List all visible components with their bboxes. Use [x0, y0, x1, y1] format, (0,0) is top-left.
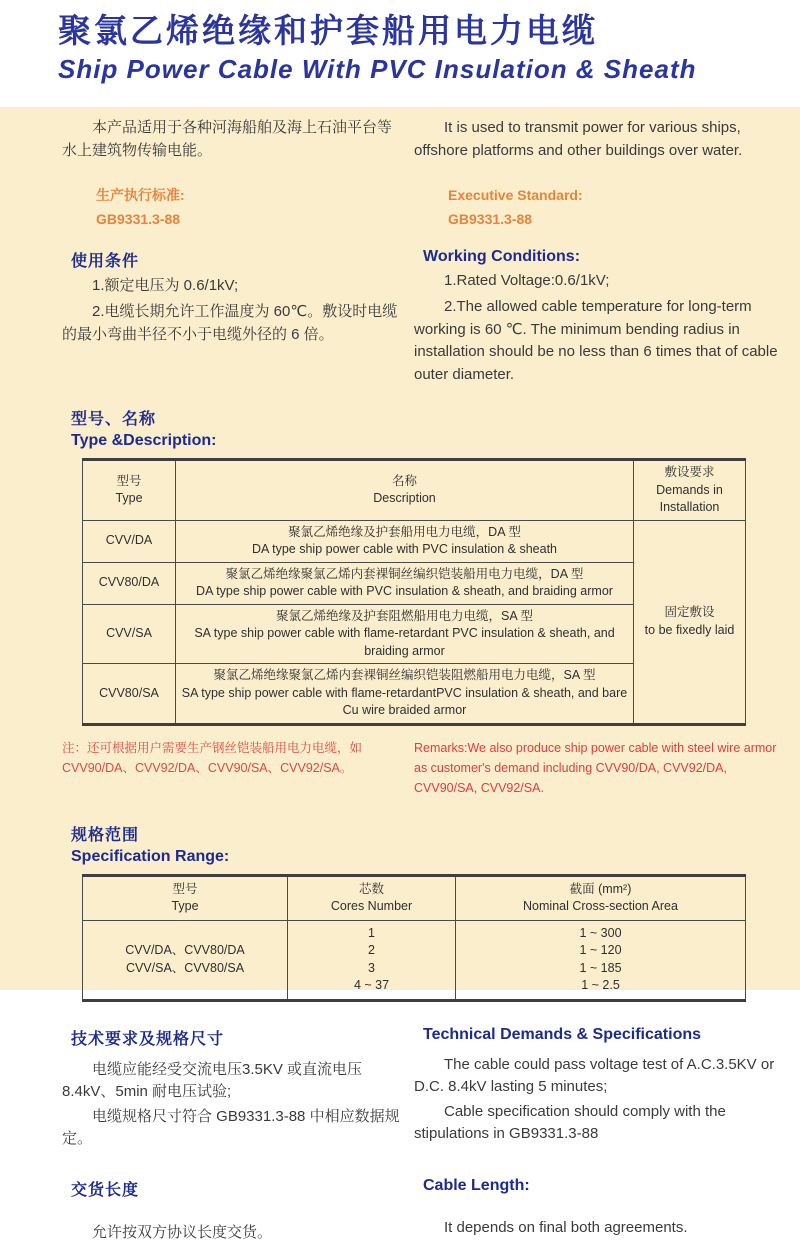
technical-heading-en: Technical Demands & Specifications	[423, 1025, 702, 1043]
spec-col-type-zh: 型号	[172, 881, 198, 896]
area-value: 1 ~ 185	[579, 960, 622, 975]
page-title-english: Ship Power Cable With PVC Insulation & Sheath	[58, 53, 697, 84]
cores-value: 2	[368, 943, 375, 958]
conditions-chinese-column	[62, 248, 400, 387]
type-cell: CVV80/SA	[83, 664, 176, 725]
technical-line1-zh: 电缆应能经受交流电压3.5KV 或直流电压8.4kV、5min 耐电压试验;	[62, 1060, 363, 1101]
page-title-chinese: 聚氯乙烯绝缘和护套船用电力电缆	[58, 12, 598, 49]
delivery-chinese-column	[62, 1177, 400, 1244]
standard-block-zh	[96, 184, 400, 232]
standard-value-zh: GB9331.3-88	[96, 210, 181, 227]
column-header-demand-zh: 敷设要求	[664, 465, 715, 480]
table-row	[83, 920, 746, 1000]
intro-paragraph-zh: 本产品适用于各种河海船舶及海上石油平台等水上建筑物传输电能。	[62, 119, 393, 159]
spec-col-cores-zh: 芯数	[358, 881, 384, 896]
demands-zh: 固定敷设	[664, 605, 715, 620]
description-cell	[176, 604, 634, 664]
intro-english-column	[414, 117, 792, 232]
spec-type-line: CVV/DA、CVV80/DA	[125, 943, 245, 958]
type-heading-zh: 型号、名称	[71, 411, 157, 429]
standard-label-en: Executive Standard:	[448, 187, 583, 203]
technical-chinese-column	[62, 1026, 400, 1151]
column-header-cores	[288, 875, 456, 920]
intro-chinese-column	[62, 117, 400, 232]
delivery-text-zh: 允许按双方协议长度交货。	[92, 1223, 273, 1241]
description-en: SA type ship power cable with flame-retardantPVC insulation & sheath, and bare Cu wire braided armor	[181, 685, 628, 718]
technical-line2-zh: 电缆规格尺寸符合 GB9331.3-88 中相应数据规定。	[62, 1107, 400, 1148]
column-header-type-en: Type	[115, 491, 143, 506]
delivery-text-en: It depends on final both agreements.	[444, 1218, 688, 1236]
spec-type-line: CVV/SA、CVV80/SA	[125, 960, 245, 975]
working-conditions-section	[62, 248, 790, 387]
page-body	[0, 107, 800, 1241]
delivery-heading-zh: 交货长度	[71, 1181, 140, 1199]
demands-cell	[634, 520, 746, 724]
spec-cores-cell	[288, 920, 456, 1000]
conditions-line1-zh: 1.额定电压为 0.6/1kV;	[92, 276, 239, 294]
spec-type-cell	[83, 920, 288, 1000]
technical-line1-en: The cable could pass voltage test of A.C.3.5KV or D.C. 8.4kV lasting 5 minutes;	[414, 1055, 775, 1096]
spec-heading-zh: 规格范围	[71, 826, 140, 844]
area-value: 1 ~ 120	[579, 943, 622, 958]
conditions-english-column	[414, 248, 792, 387]
spec-col-area-zh: 截面 (mm²)	[569, 881, 632, 896]
type-description-heading	[62, 406, 790, 450]
column-header-type	[83, 460, 176, 521]
cores-value: 4 ~ 37	[353, 978, 390, 993]
intro-paragraph-en: It is used to transmit power for various ships, offshore platforms and other buildings over water.	[414, 119, 743, 159]
note-chinese: 注：还可根据用户需要生产钢丝铠装船用电力电缆，如 CVV90/DA、CVV92/DA、CVV90/SA、CVV92/SA。	[62, 740, 363, 775]
conditions-line1-en: 1.Rated Voltage:0.6/1kV;	[444, 271, 610, 289]
description-cell	[176, 562, 634, 604]
column-header-demand-en: Demands in Installation	[656, 482, 723, 515]
specification-table	[82, 874, 746, 1002]
table-row	[83, 520, 746, 562]
conditions-line2-en: 2.The allowed cable temperature for long-term working is 60 ℃. The minimum bending radius in installation should be no less than 6 times that of cable outer diameter.	[414, 298, 778, 383]
conditions-heading-en: Working Conditions:	[423, 247, 581, 265]
type-cell: CVV/SA	[83, 604, 176, 664]
technical-section	[62, 1026, 790, 1151]
column-header-desc-zh: 名称	[391, 473, 417, 488]
description-en: DA type ship power cable with PVC insulation & sheath, and braiding armor	[196, 584, 613, 599]
description-cell	[176, 520, 634, 562]
standard-label-zh: 生产执行标准:	[96, 187, 185, 203]
table-header-row	[83, 875, 746, 920]
spec-col-cores-en: Cores Number	[330, 899, 413, 914]
description-cell	[176, 664, 634, 725]
type-heading-en: Type &Description:	[71, 432, 217, 450]
type-cell: CVV/DA	[83, 520, 176, 562]
page-header	[0, 0, 800, 107]
column-header-description	[176, 460, 634, 521]
cores-value: 1	[368, 925, 375, 940]
spec-col-area-en: Nominal Cross-section Area	[523, 899, 678, 914]
standard-value-en: GB9331.3-88	[448, 210, 533, 227]
description-en: DA type ship power cable with PVC insulation & sheath	[251, 542, 558, 557]
column-header-type-zh: 型号	[116, 473, 142, 488]
spec-col-type-en: Type	[171, 899, 199, 914]
specification-heading	[62, 822, 790, 866]
intro-section	[62, 117, 790, 232]
column-header-area	[456, 875, 746, 920]
area-value: 1 ~ 2.5	[581, 978, 620, 993]
column-header-desc-en: Description	[373, 491, 436, 506]
notes-section	[62, 738, 790, 798]
type-description-table	[82, 458, 746, 726]
delivery-section	[62, 1177, 790, 1244]
type-cell: CVV80/DA	[83, 562, 176, 604]
description-zh: 聚氯乙烯绝缘及护套阻燃船用电力电缆，SA 型	[276, 608, 533, 623]
description-zh: 聚氯乙烯绝缘及护套船用电力电缆，DA 型	[288, 524, 521, 539]
technical-line2-en: Cable specification should comply with the stipulations in GB9331.3-88	[414, 1102, 726, 1143]
area-value: 1 ~ 300	[579, 925, 622, 940]
conditions-line2-zh: 2.电缆长期允许工作温度为 60℃。敷设时电缆的最小弯曲半径不小于电缆外径的 6 倍。	[62, 303, 398, 343]
demands-en: to be fixedly laid	[644, 622, 735, 637]
description-en: SA type ship power cable with flame-retardant PVC insulation & sheath, and braiding armor	[194, 626, 615, 658]
delivery-english-column	[414, 1177, 792, 1244]
technical-heading-zh: 技术要求及规格尺寸	[71, 1030, 225, 1048]
spec-heading-en: Specification Range:	[71, 847, 230, 865]
note-english: Remarks:We also produce ship power cable with steel wire armor as customer's demand including CVV90/DA, CVV92/DA, CVV90/SA, CVV92/SA.	[414, 740, 777, 795]
column-header-type	[83, 875, 288, 920]
spec-area-cell	[456, 920, 746, 1000]
table-header-row	[83, 460, 746, 521]
standard-block-en	[448, 184, 792, 232]
technical-english-column	[414, 1026, 792, 1151]
cores-value: 3	[368, 960, 375, 975]
description-zh: 聚氯乙烯绝缘聚氯乙烯内套裸铜丝编织铠装阻燃船用电力电缆，SA 型	[213, 668, 596, 683]
delivery-heading-en: Cable Length:	[423, 1176, 530, 1194]
conditions-heading-zh: 使用条件	[71, 252, 140, 270]
description-zh: 聚氯乙烯绝缘聚氯乙烯内套裸铜丝编织铠装船用电力电缆，DA 型	[225, 566, 584, 581]
column-header-demands	[634, 460, 746, 521]
